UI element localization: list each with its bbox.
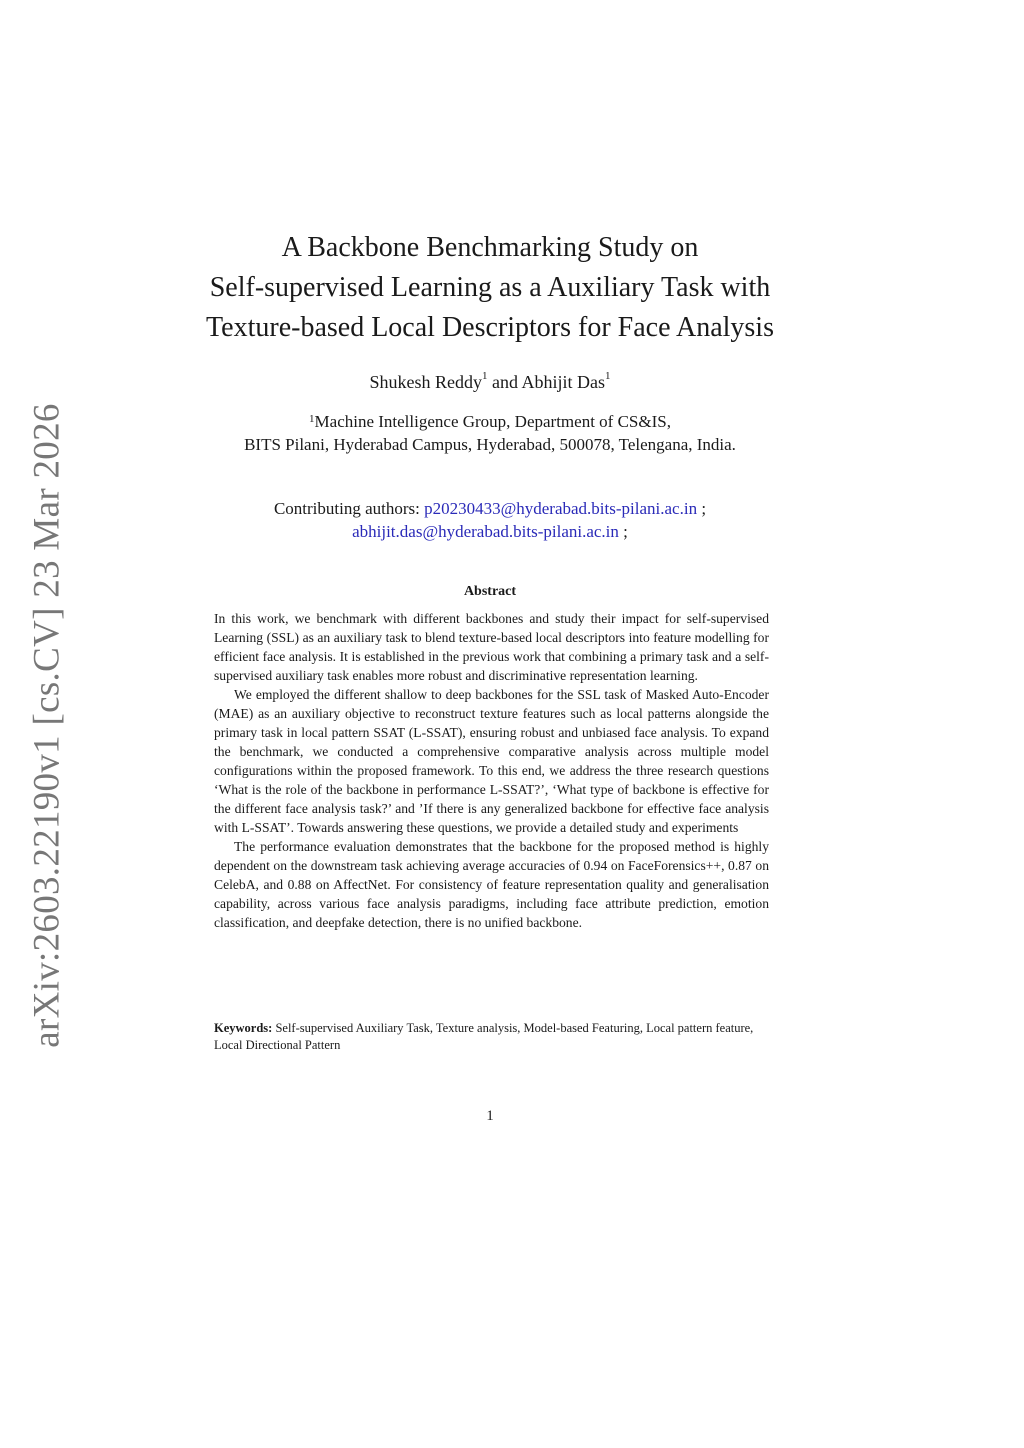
contributing-authors (160, 497, 820, 543)
email-link-first-author[interactable]: p20230433@hyderabad.bits-pilani.ac.in (424, 499, 698, 518)
affiliation-line-1 (140, 410, 840, 433)
email-separator-1: ; (697, 499, 707, 518)
author-list (160, 372, 820, 393)
contributing-line-1 (160, 497, 820, 520)
arxiv-identifier-text: arXiv:2603.22190v1 [cs.CV] 23 Mar 2026 (26, 402, 68, 1048)
abstract-paragraph-1: In this work, we benchmark with different backbones and study their impact for self-supervised Learning (SSL) as an auxiliary task to blend texture-based local descriptors into feature modelling for efficient face analysis. It is established in the previous work that combining a primary task and a self-supervised auxiliary task enables more robust and discriminative representation learning. (214, 611, 769, 683)
abstract-paragraph-3: The performance evaluation demonstrates that the backbone for the proposed method is highly dependent on the downstream task achieving average accuracies of 0.94 on FaceForensics++, 0.87 on CelebA, and 0.88 on AffectNet. For consistency of feature representation quality and generalisation capability, across various face analysis paradigms, including face attribute prediction, emotion classification, and deepfake detection, there is no unified backbone. (214, 839, 769, 930)
contributing-label: Contributing authors: (273, 499, 425, 518)
affiliation-mark: 1 (309, 413, 315, 425)
title-line-2: Self-supervised Learning as a Auxiliary Task with (209, 272, 771, 303)
page-number: 1 (486, 1108, 494, 1124)
author-joiner: and (487, 372, 522, 392)
paper-title (160, 228, 820, 348)
author-name-second: Abhijit Das (521, 372, 605, 392)
affiliation-line-2: BITS Pilani, Hyderabad Campus, Hyderabad, 500078, Telengana, India. (244, 435, 736, 454)
affiliation-block (140, 410, 840, 456)
keywords-text: Self-supervised Auxiliary Task, Texture analysis, Model-based Featuring, Local pattern feature, Local Directional Pattern (214, 1021, 757, 1052)
arxiv-identifier-stamp (22, 402, 72, 1048)
keywords-label: Keywords: (214, 1021, 273, 1035)
author-affiliation-mark-first: 1 (482, 370, 488, 382)
abstract-heading: Abstract (463, 584, 517, 599)
email-separator-2: ; (618, 522, 628, 541)
keywords-block (214, 1020, 769, 1054)
affiliation-group: Machine Intelligence Group, Department of CS&IS, (314, 412, 671, 431)
title-line-3: Texture-based Local Descriptors for Face Analysis (206, 312, 774, 343)
title-line-1: A Backbone Benchmarking Study on (281, 232, 699, 263)
email-link-second-author[interactable]: abhijit.das@hyderabad.bits-pilani.ac.in (352, 522, 619, 541)
author-name-first: Shukesh Reddy (369, 372, 482, 392)
abstract-paragraph-2: We employed the different shallow to deep backbones for the SSL task of Masked Auto-Encoder (MAE) as an auxiliary objective to reconstruct texture features such as local patterns alongside the primary task in local pattern SSAT (L-SSAT), ensuring robust and unbiased face analysis. To expand the benchmark, we conducted a comprehensive comparative analysis across multiple model configurations within the proposed framework. To this end, we address the three research questions ‘What is the role of the backbone in performance L-SSAT?’, ‘What type of backbone is effective for the different face analysis task?’ and ’If there is any generalized backbone for effective face analysis with L-SSAT’. Towards answering these questions, we provide a detailed study and experiments (214, 687, 769, 835)
contributing-line-2 (160, 520, 820, 543)
author-affiliation-mark-second: 1 (605, 370, 611, 382)
abstract-body (214, 609, 769, 932)
